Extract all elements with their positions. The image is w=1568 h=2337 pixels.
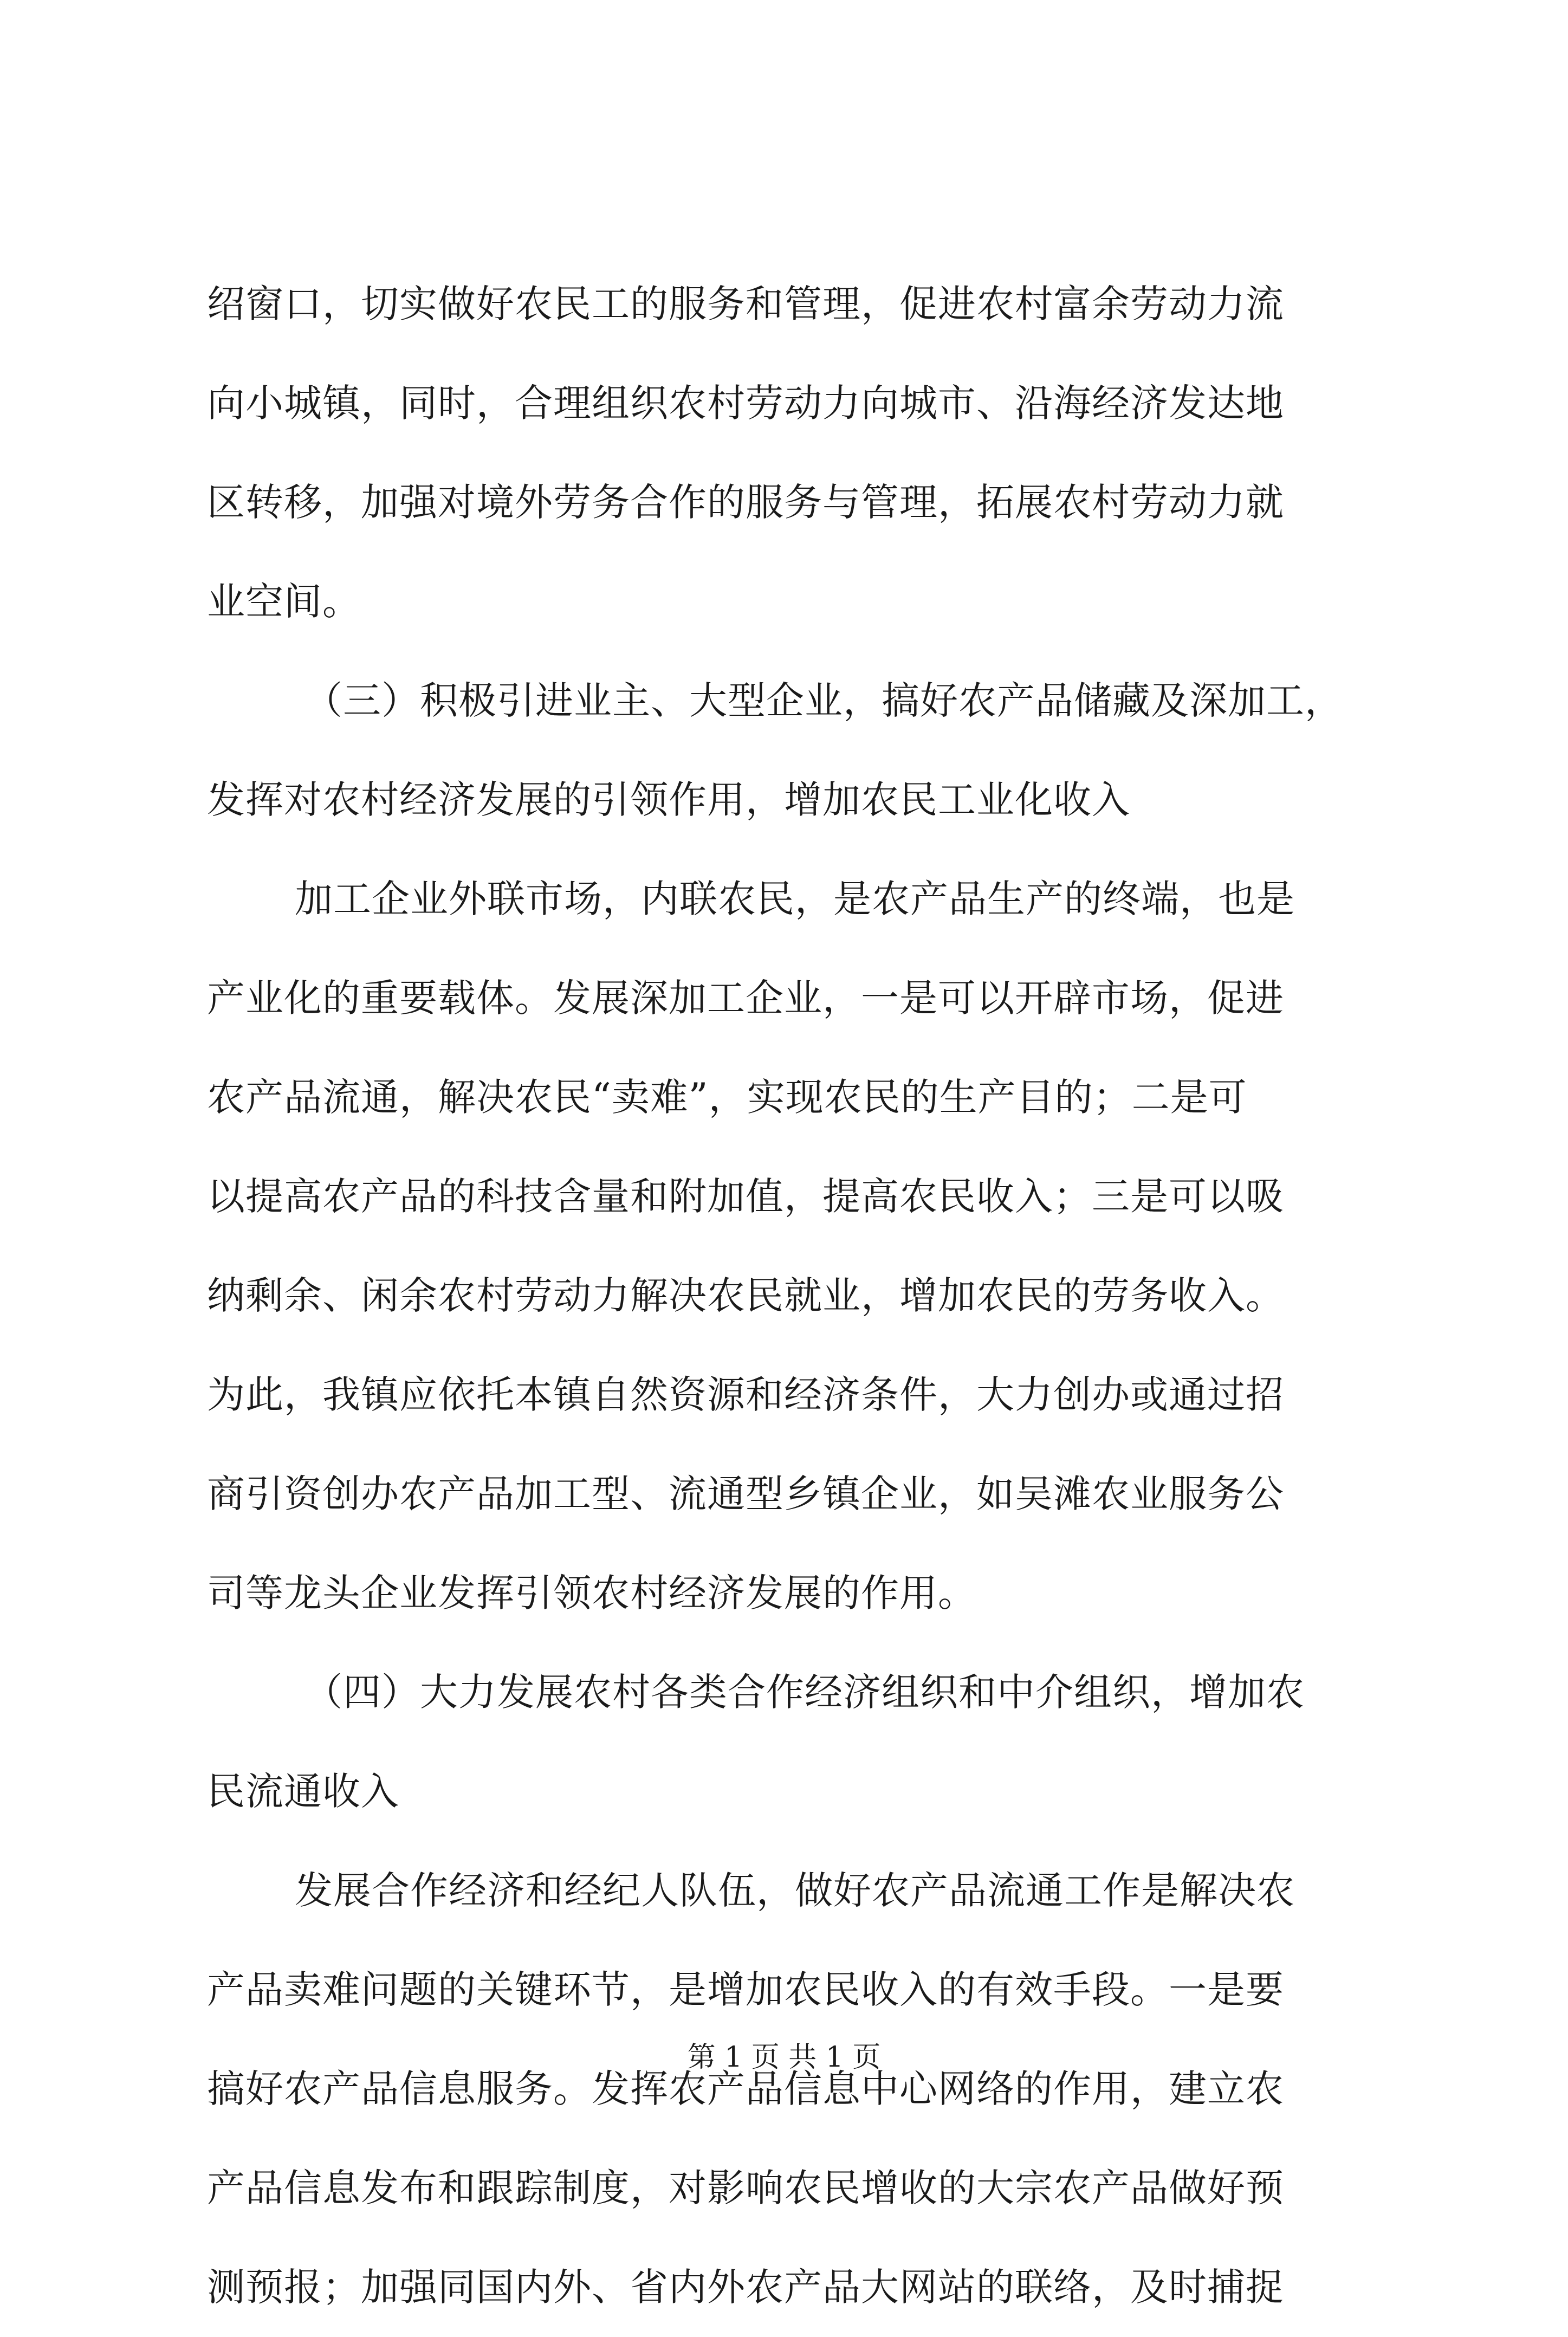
text-line: 区转移，加强对境外劳务合作的服务与管理，拓展农村劳动力就 [207, 480, 1284, 525]
text-line: 搞好农产品信息服务。发挥农产品信息中心网络的作用，建立农 [207, 2067, 1284, 2111]
text-line: 司等龙头企业发挥引领农村经济发展的作用。 [207, 1571, 976, 1615]
text-line: 发展合作经济和经纪人队伍，做好农产品流通工作是解决农 [295, 1868, 1295, 1913]
text-line: 商引资创办农产品加工型、流通型乡镇企业，如吴滩农业服务公 [207, 1472, 1284, 1516]
section-heading-line: （三）积极引进业主、大型企业，搞好农产品储藏及深加工， [304, 678, 1343, 723]
text-line: 测预报；加强同国内外、省内外农产品大网站的联络，及时捕捉 [207, 2265, 1284, 2309]
text-line: 产品信息发布和跟踪制度，对影响农民增收的大宗农产品做好预 [207, 2166, 1284, 2210]
text-line: 业空间。 [207, 579, 361, 624]
text-line: 农产品流通，解决农民“卖难”，实现农民的生产目的；二是可 [207, 1075, 1247, 1119]
text-line: 产品卖难问题的关键环节，是增加农民收入的有效手段。一是要 [207, 1967, 1284, 2012]
section-heading-line: 发挥对农村经济发展的引领作用，增加农民工业化收入 [207, 778, 1130, 822]
text-line: 纳剩余、闲余农村劳动力解决农民就业，增加农民的劳务收入。 [207, 1273, 1284, 1318]
text-line: 以提高农产品的科技含量和附加值，提高农民收入；三是可以吸 [207, 1174, 1284, 1219]
text-line: 向小城镇，同时，合理组织农村劳动力向城市、沿海经济发达地 [207, 381, 1284, 425]
page-footer [0, 2038, 1568, 2076]
text-line: 绍窗口，切实做好农民工的服务和管理，促进农村富余劳动力流 [207, 282, 1284, 326]
document-body [207, 255, 1361, 2337]
section-heading-line: （四）大力发展农村各类合作经济组织和中介组织，增加农 [304, 1670, 1305, 1714]
page-number-label: 第 1 页 共 1 页 [687, 2041, 881, 2074]
section-heading-line: 民流通收入 [207, 1769, 399, 1814]
text-line: 加工企业外联市场，内联农民，是农产品生产的终端，也是 [295, 877, 1295, 921]
text-line: 产业化的重要载体。发展深加工企业，一是可以开辟市场，促进 [207, 976, 1284, 1020]
text-line: 为此，我镇应依托本镇自然资源和经济条件，大力创办或通过招 [207, 1373, 1284, 1417]
